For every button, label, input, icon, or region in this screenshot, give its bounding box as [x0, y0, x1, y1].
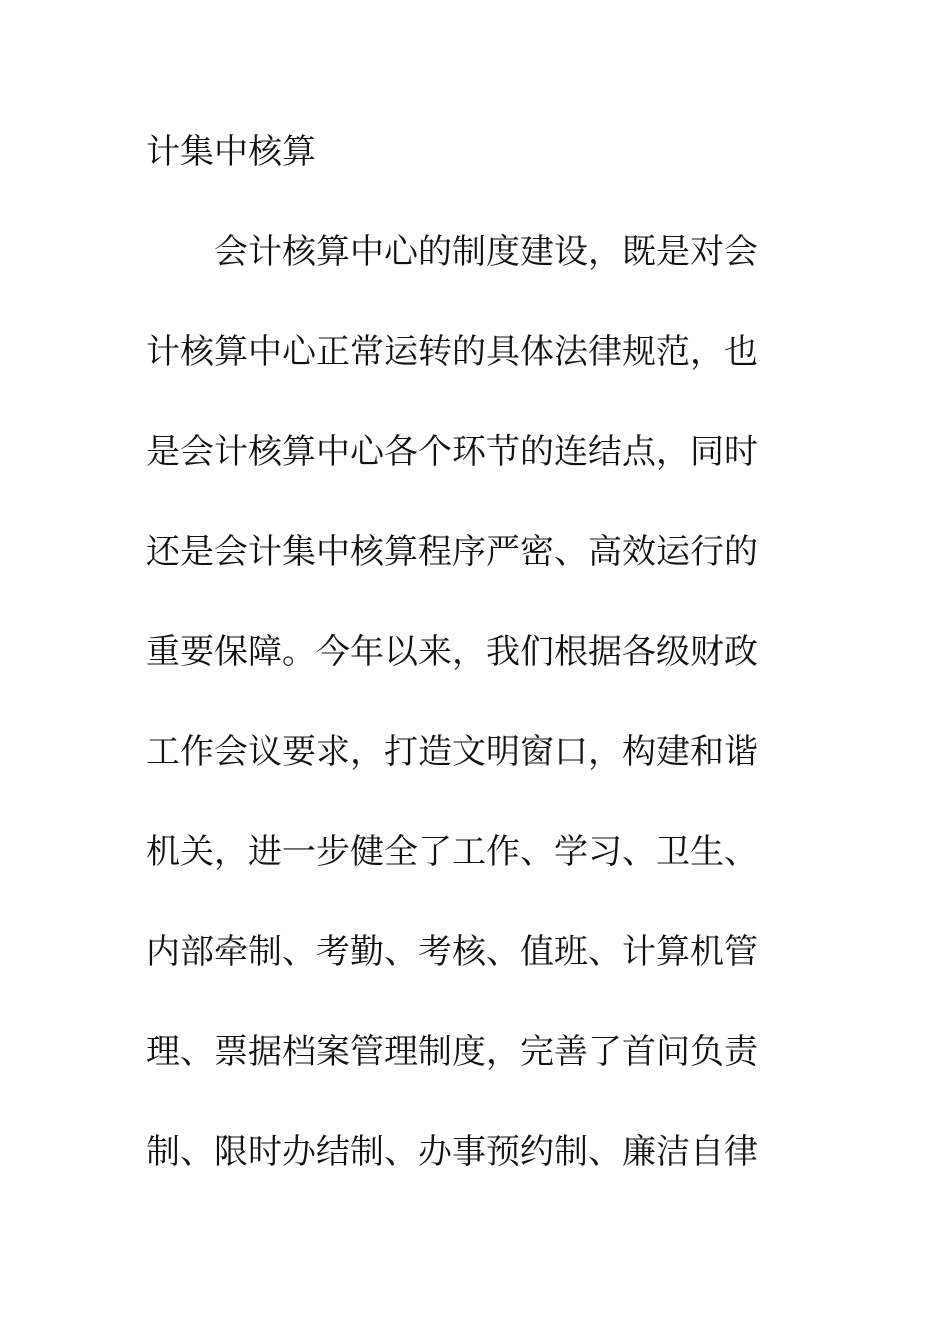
- paragraph-first-line: 会计核算中心的制度建设，既是对会: [214, 232, 758, 272]
- text-line: 理、票据档案管理制度，完善了首问负责: [146, 1032, 758, 1072]
- text-line: 计集中核算: [146, 132, 316, 172]
- text-line: 内部牵制、考勤、考核、值班、计算机管: [146, 932, 758, 972]
- text-line: 工作会议要求，打造文明窗口，构建和谐: [146, 732, 758, 772]
- text-line: 还是会计集中核算程序严密、高效运行的: [146, 532, 758, 572]
- text-line: 计核算中心正常运转的具体法律规范，也: [146, 332, 758, 372]
- text-line: 制、限时办结制、办事预约制、廉洁自律: [146, 1132, 758, 1172]
- text-line: 是会计核算中心各个环节的连结点，同时: [146, 432, 758, 472]
- text-line: 机关，进一步健全了工作、学习、卫生、: [146, 832, 758, 872]
- text-line: 重要保障。今年以来，我们根据各级财政: [146, 632, 758, 672]
